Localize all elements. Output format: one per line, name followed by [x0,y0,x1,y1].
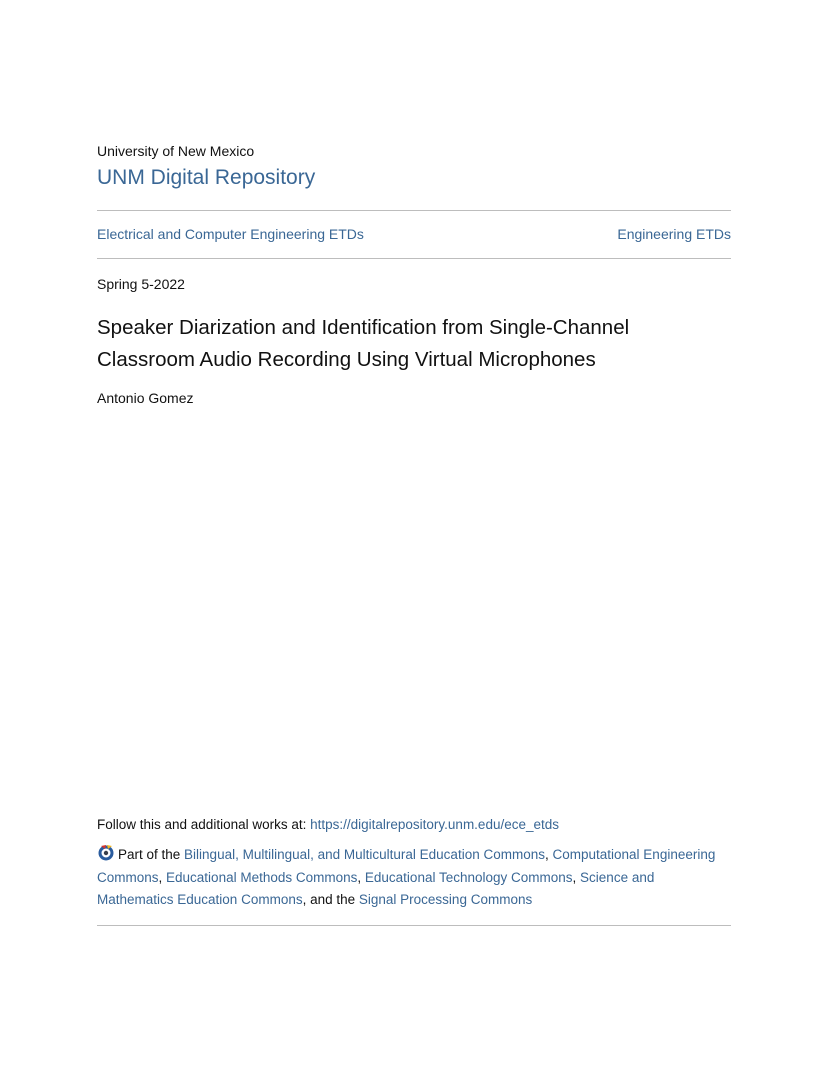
collection-link-ece-etds[interactable]: Electrical and Computer Engineering ETDs [97,226,364,242]
divider-bottom [97,925,731,926]
author-name: Antonio Gomez [97,390,194,406]
follow-text: Follow this and additional works at: [97,817,311,832]
commons-link-bilingual[interactable]: Bilingual, Multilingual, and Multicultural Education Commons [184,847,545,862]
follow-url-link[interactable]: https://digitalrepository.unm.edu/ece_etds [310,817,560,832]
separator: , [158,869,167,885]
repository-link[interactable]: UNM Digital Repository [97,166,316,189]
collections-bar [97,226,731,242]
publication-date: Spring 5-2022 [97,276,185,292]
cover-page [97,0,731,1072]
network-icon [97,844,116,861]
title-line-2: Classroom Audio Recording Using Virtual Microphones [97,348,596,371]
follow-line [97,817,559,832]
divider-middle [97,258,731,259]
document-title [97,312,731,376]
commons-link-computational-engineering[interactable]: Computational Engineering Commons [97,847,716,885]
part-of-text: Part of the [118,847,185,862]
separator: , [544,847,553,862]
title-line-1: Speaker Diarization and Identification from Single-Channel [97,316,630,339]
separator: , [357,869,365,885]
commons-link-signal-processing[interactable]: Signal Processing Commons [358,892,533,907]
divider-top [97,210,731,211]
and-the-text: , and the [302,892,359,907]
commons-link-educational-methods[interactable]: Educational Methods Commons [166,869,358,885]
collection-link-engineering-etds[interactable]: Engineering ETDs [617,226,731,242]
commons-link-educational-technology[interactable]: Educational Technology Commons [364,869,573,885]
part-of-commons [97,844,731,912]
separator: , [572,869,581,885]
institution-name: University of New Mexico [97,143,255,159]
commons-link-science-math-education[interactable]: Science and Mathematics Education Commons [97,869,655,907]
